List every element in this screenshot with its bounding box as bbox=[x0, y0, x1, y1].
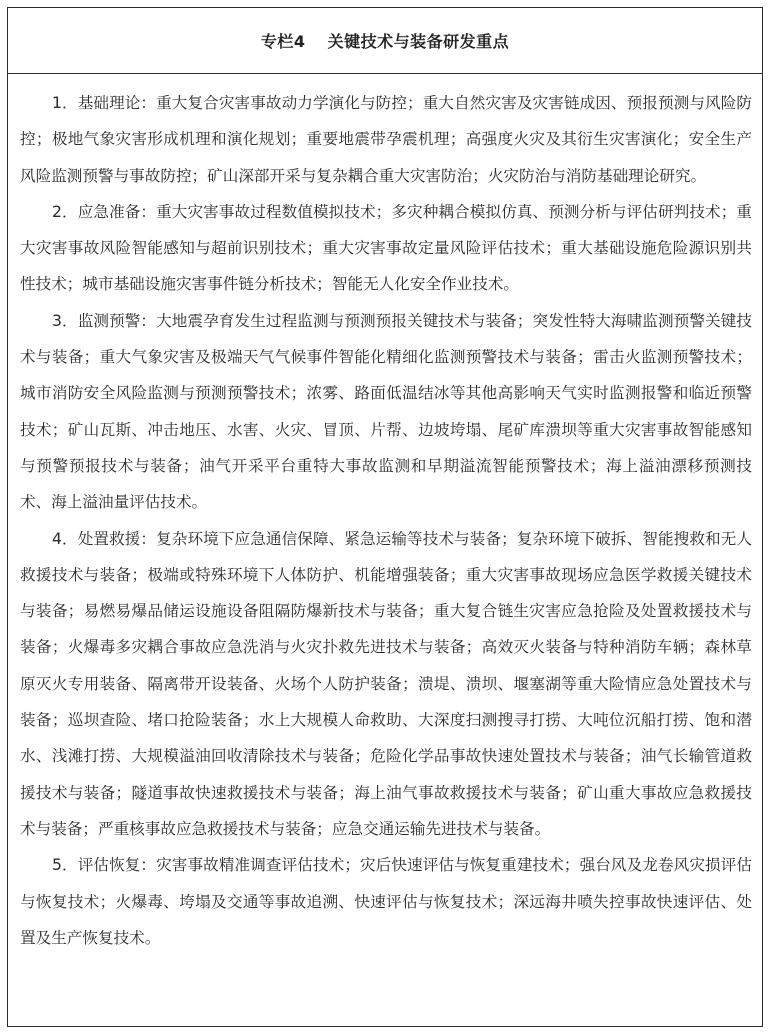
section-label: 处置救援： bbox=[77, 529, 157, 548]
section-label: 监测预警： bbox=[77, 311, 157, 330]
feature-box bbox=[7, 7, 763, 1027]
section-text: 大地震孕育发生过程监测与预测预报关键技术与装备；突发性特大海啸监测预警关键技术与装备；重大气象灾害及极端天气气候事件智能化精细化监测预警技术与装备；雷击火监测预警技术；城市消防安全风险监测与预测预警技术；浓雾、路面低温结冰等其他高影响天气实时监测报警和临近预警技术；矿山瓦斯、冲击地压、水害、火灾、冒顶、片帮、边坡垮塌、尾矿库溃坝等重大灾害事故智能感知与预警预报技术与装备；油气开采平台重特大事故监测和早期溢流智能预警技术；海上溢油漂移预测技术、海上溢油量评估技术。 bbox=[20, 311, 752, 512]
section-label: 评估恢复： bbox=[77, 856, 157, 875]
box-header bbox=[8, 8, 762, 74]
section-text: 复杂环境下应急通信保障、紧急运输等技术与装备；复杂环境下破拆、智能搜救和无人救援技术与装备；极端或特殊环境下人体防护、机能增强装备；重大灾害事故现场应急医学救援关键技术与装备；易燃易爆品储运设施设备阻隔防爆新技术与装备；重大复合链生灾害应急抢险及处置救援技术与装备；火爆毒多灾耦合事故应急洗消与火灾扑救先进技术与装备；高效灭火装备与特种消防车辆；森林草原灭火专用装备、隔离带开设装备、火场个人防护装备；溃堤、溃坝、堰塞湖等重大险情应急处置技术与装备；巡坝查险、堵口抢险装备；水上大规模人命救助、大深度扫测搜寻打捞、大吨位沉船打捞、饱和潜水、浅滩打捞、大规模溢油回收清除技术与装备；危险化学品事故快速处置技术与装备；油气长输管道救援技术与装备；隧道事故快速救援技术与装备；海上油气事故救援技术与装备；矿山重大事故应急救援技术与装备；严重核事故应急救援技术与装备；应急交通运输先进技术与装备。 bbox=[20, 529, 752, 838]
section-label: 应急准备： bbox=[77, 202, 157, 221]
box-content bbox=[8, 74, 762, 956]
section-number: 4． bbox=[52, 529, 78, 548]
section-text: 灾害事故精准调查评估技术；灾后快速评估与恢复重建技术；强台风及龙卷风灾损评估与恢复技术；火爆毒、垮塌及交通等事故追溯、快速评估与恢复技术；深远海井喷失控事故快速评估、处置及生产恢复技术。 bbox=[20, 856, 752, 947]
section-number: 2． bbox=[52, 202, 78, 221]
section-number: 3． bbox=[52, 311, 78, 330]
section-number: 5． bbox=[52, 856, 78, 875]
paragraph-emergency-preparation bbox=[20, 194, 752, 303]
paragraph-assessment-recovery bbox=[20, 847, 752, 956]
paragraph-monitoring-warning bbox=[20, 303, 752, 521]
column-number: 专栏4 bbox=[260, 32, 306, 51]
section-text: 重大复合灾害事故动力学演化与防控；重大自然灾害及灾害链成因、预报预测与风险防控；极地气象灾害形成机理和演化规划；重要地震带孕震机理；高强度火灾及其衍生灾害演化；安全生产风险监测预警与事故防控；矿山深部开采与复杂耦合重大灾害防治；火灾防治与消防基础理论研究。 bbox=[20, 94, 752, 185]
section-label: 基础理论： bbox=[77, 94, 157, 112]
box-title: 关键技术与装备研发重点 bbox=[327, 32, 510, 51]
paragraph-basic-theory bbox=[20, 85, 752, 194]
section-text: 重大灾害事故过程数值模拟技术；多灾种耦合模拟仿真、预测分析与评估研判技术；重大灾害事故风险智能感知与超前识别技术；重大灾害事故定量风险评估技术；重大基础设施危险源识别共性技术；城市基础设施灾害事件链分析技术；智能无人化安全作业技术。 bbox=[20, 202, 752, 294]
paragraph-rescue bbox=[20, 521, 752, 848]
section-number: 1． bbox=[52, 94, 78, 112]
